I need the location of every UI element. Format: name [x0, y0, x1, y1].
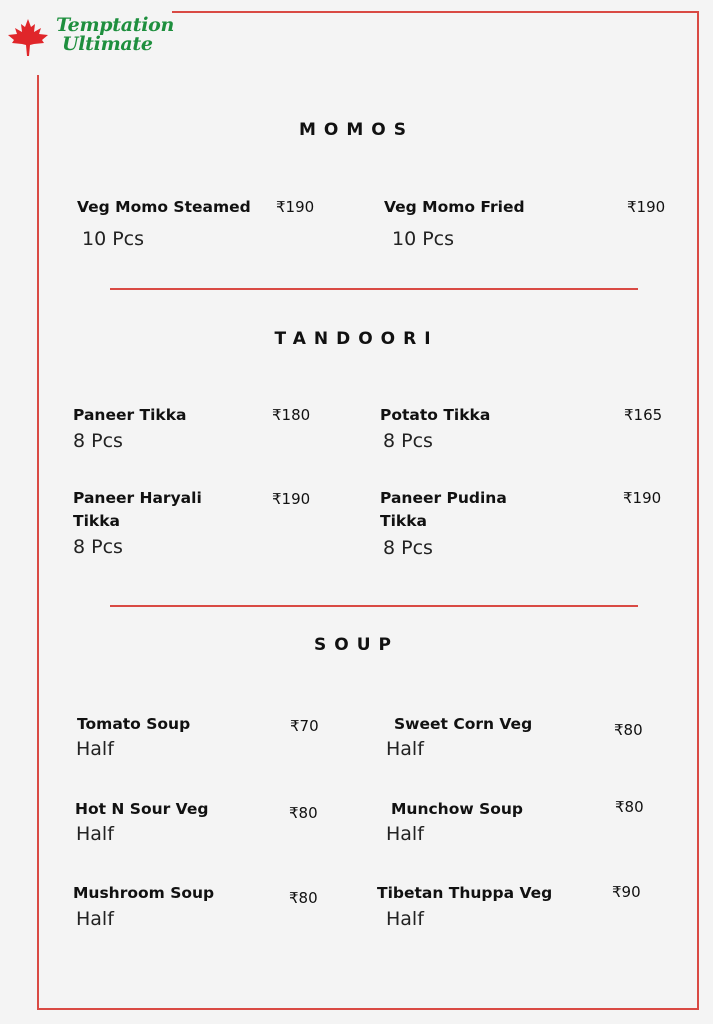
frame-border-left: [37, 75, 39, 1010]
menu-item-qty: Half: [76, 738, 114, 760]
section-divider: [110, 605, 638, 607]
menu-item-name: Tibetan Thuppa Veg: [377, 884, 553, 902]
menu-item-name: Veg Momo Fried: [384, 198, 525, 216]
brand-line-1: Temptation: [56, 14, 175, 36]
menu-item-qty: Half: [76, 908, 114, 930]
frame-border-bottom: [37, 1008, 699, 1010]
menu-item-name: Paneer Haryali Tikka: [73, 489, 202, 530]
section-title-soup: SOUP: [314, 635, 399, 655]
menu-item-qty: 10 Pcs: [82, 228, 145, 250]
menu-item-price: ₹190: [627, 198, 666, 216]
menu-item-name: Tomato Soup: [77, 715, 191, 733]
menu-item-name: Potato Tikka: [380, 406, 491, 424]
menu-item-price: ₹165: [624, 406, 663, 424]
brand-name: [56, 16, 174, 54]
menu-item-name: Sweet Corn Veg: [394, 715, 533, 733]
menu-item-qty: Half: [386, 738, 424, 760]
menu-item-name: Veg Momo Steamed: [77, 198, 251, 216]
menu-item-price: ₹190: [276, 198, 315, 216]
brand-line-2: Ultimate: [62, 33, 153, 55]
menu-item-qty: 8 Pcs: [73, 536, 123, 558]
menu-item-qty: 10 Pcs: [392, 228, 455, 250]
menu-item-price: ₹70: [290, 717, 319, 735]
brand-logo: [6, 16, 196, 62]
menu-item-qty: 8 Pcs: [73, 430, 123, 452]
frame-border-right: [697, 11, 699, 1010]
section-divider: [110, 288, 638, 290]
menu-item-name: Munchow Soup: [391, 800, 524, 818]
menu-item-price: ₹90: [612, 883, 641, 901]
menu-item-price: ₹80: [614, 721, 643, 739]
menu-item-price: ₹190: [623, 489, 662, 507]
menu-item-name: Paneer Tikka: [73, 406, 187, 424]
section-title-tandoori: TANDOORI: [274, 329, 439, 349]
menu-item-qty: Half: [76, 823, 114, 845]
menu-item-name: Mushroom Soup: [73, 884, 215, 902]
menu-item-qty: Half: [386, 823, 424, 845]
menu-item-price: ₹80: [615, 798, 644, 816]
menu-item-name: Paneer Pudina Tikka: [380, 489, 507, 530]
menu-item-price: ₹80: [289, 804, 318, 822]
menu-item-price: ₹190: [272, 490, 311, 508]
maple-leaf-icon: [6, 18, 50, 58]
menu-item-price: ₹180: [272, 406, 311, 424]
menu-item-price: ₹80: [289, 889, 318, 907]
menu-item-qty: 8 Pcs: [383, 430, 433, 452]
menu-item-name: Hot N Sour Veg: [75, 800, 209, 818]
menu-item-qty: 8 Pcs: [383, 537, 433, 559]
menu-item-qty: Half: [386, 908, 424, 930]
section-title-momos: MOMOS: [299, 120, 414, 140]
frame-border-top: [172, 11, 699, 13]
